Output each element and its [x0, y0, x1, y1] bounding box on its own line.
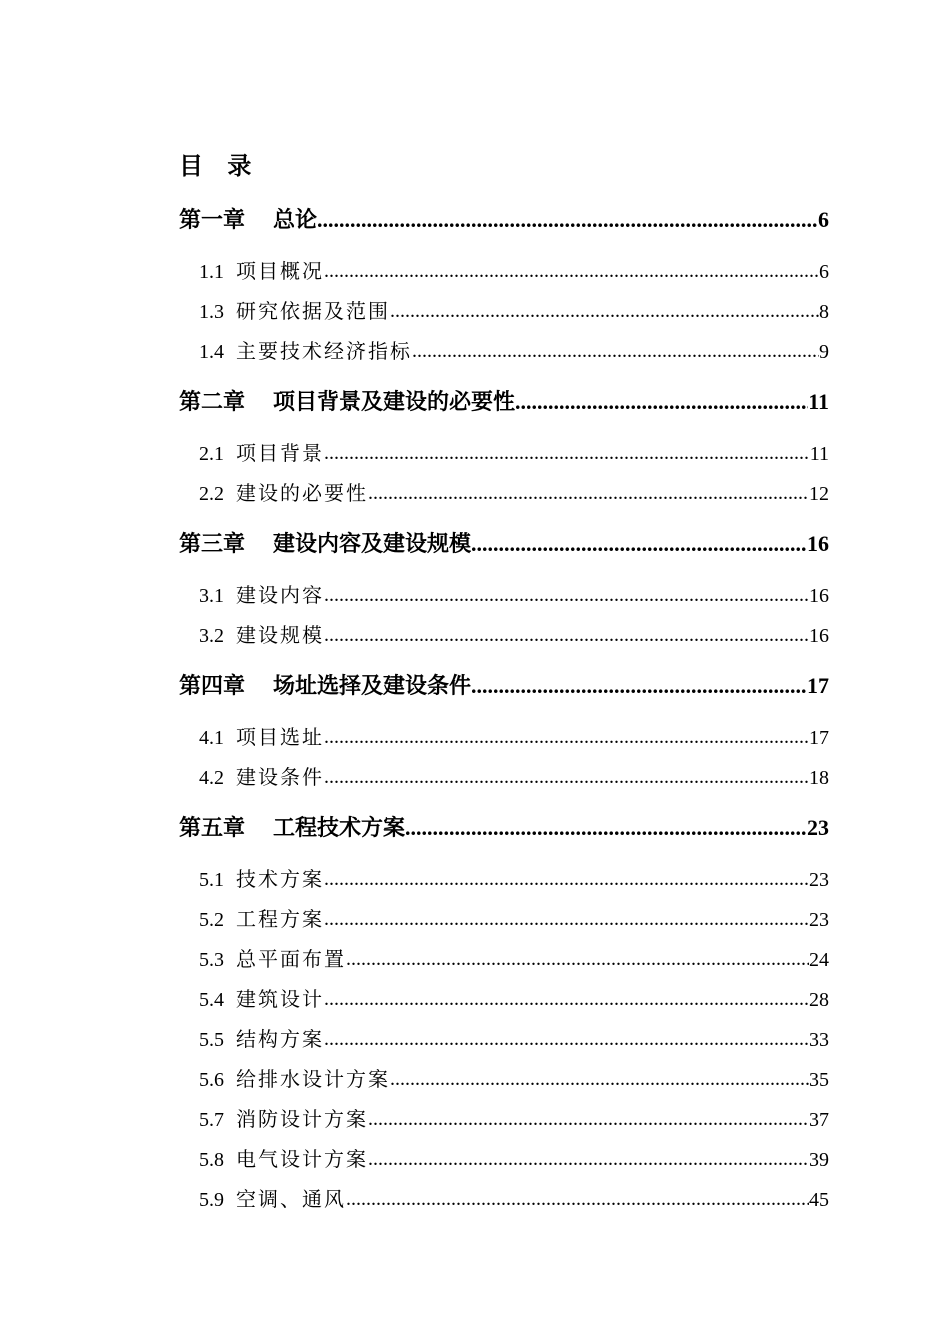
toc-entry-page: 18 — [809, 767, 829, 789]
toc-leader-dots — [346, 1184, 809, 1214]
toc-entry-section[interactable] — [199, 904, 829, 935]
toc-entry-label: 场址选择及建设条件 — [273, 674, 472, 699]
toc-entry-number: 第二章 — [179, 390, 246, 415]
toc-leader-dots — [324, 620, 809, 650]
toc-entry-section[interactable] — [199, 1144, 829, 1175]
toc-entry-section[interactable] — [199, 1104, 829, 1135]
toc-entry-label: 主要技术经济指标 — [236, 339, 412, 363]
toc-leader-dots — [346, 944, 809, 974]
toc-entry-label: 项目选址 — [236, 725, 324, 749]
toc-entry-page: 9 — [819, 341, 829, 363]
toc-entry-number: 5.4 — [199, 989, 224, 1011]
toc-entry-number: 5.3 — [199, 949, 224, 971]
toc-entry-section[interactable] — [199, 438, 829, 469]
toc-leader-dots — [368, 1104, 809, 1134]
toc-entry-label: 技术方案 — [236, 867, 324, 891]
toc-entry-label: 项目背景及建设的必要性 — [273, 390, 516, 415]
toc-leader-dots — [412, 336, 819, 366]
toc-entry-label: 建筑设计 — [236, 987, 324, 1011]
toc-entry-section[interactable] — [199, 256, 829, 287]
toc-leader-dots — [324, 1024, 809, 1054]
toc-leader-dots — [405, 812, 807, 844]
toc-entry-page: 33 — [809, 1029, 829, 1051]
toc-leader-dots — [471, 670, 807, 702]
toc-leader-dots — [390, 1064, 809, 1094]
toc-entry-page: 17 — [807, 673, 829, 698]
toc-entry-number: 第四章 — [179, 674, 246, 699]
toc-entry-number: 5.5 — [199, 1029, 224, 1051]
toc-entry-number: 5.8 — [199, 1149, 224, 1171]
toc-entry-number: 5.1 — [199, 869, 224, 891]
toc-entry-label: 总论 — [273, 208, 318, 233]
toc-entry-label: 项目背景 — [236, 441, 324, 465]
toc-leader-dots — [324, 762, 809, 792]
toc-leader-dots — [324, 904, 809, 934]
toc-entry-label: 建设内容 — [236, 583, 324, 607]
toc-entry-page: 35 — [809, 1069, 829, 1091]
toc-title: 目 录 — [179, 152, 260, 180]
toc-entry-label: 电气设计方案 — [236, 1147, 368, 1171]
toc-leader-dots — [324, 580, 809, 610]
toc-entry-page: 17 — [809, 727, 829, 749]
toc-entry-page: 23 — [809, 869, 829, 891]
toc-entry-page: 6 — [819, 261, 829, 283]
toc-entry-chapter[interactable] — [179, 670, 829, 703]
toc-entry-page: 11 — [809, 443, 829, 465]
toc-entry-number: 5.9 — [199, 1189, 224, 1211]
toc-entry-page: 24 — [809, 949, 829, 971]
toc-leader-dots — [471, 528, 807, 560]
toc-entry-label: 消防设计方案 — [236, 1107, 368, 1131]
toc-entry-page: 16 — [809, 625, 829, 647]
toc-entry-section[interactable] — [199, 762, 829, 793]
toc-entry-number: 5.2 — [199, 909, 224, 931]
toc-leader-dots — [368, 478, 809, 508]
toc-entry-page: 39 — [809, 1149, 829, 1171]
toc-entry-number: 3.1 — [199, 585, 224, 607]
toc-entry-number: 4.1 — [199, 727, 224, 749]
toc-entry-section[interactable] — [199, 580, 829, 611]
toc-entry-page: 23 — [809, 909, 829, 931]
toc-entry-section[interactable] — [199, 722, 829, 753]
toc-entry-number: 1.1 — [199, 261, 224, 283]
toc-entry-number: 5.6 — [199, 1069, 224, 1091]
toc-entry-number: 5.7 — [199, 1109, 224, 1131]
toc-entry-label: 空调、通风 — [236, 1187, 346, 1211]
toc-entry-section[interactable] — [199, 984, 829, 1015]
toc-entry-label: 总平面布置 — [236, 947, 346, 971]
toc-entry-section[interactable] — [199, 1184, 829, 1215]
toc-entry-number: 第一章 — [179, 208, 246, 233]
toc-entry-label: 结构方案 — [236, 1027, 324, 1051]
toc-entry-number: 4.2 — [199, 767, 224, 789]
toc-entry-section[interactable] — [199, 1064, 829, 1095]
toc-entry-page: 37 — [809, 1109, 829, 1131]
toc-entry-label: 项目概况 — [236, 259, 324, 283]
toc-entry-section[interactable] — [199, 336, 829, 367]
toc-entry-label: 建设规模 — [236, 623, 324, 647]
toc-entry-chapter[interactable] — [179, 204, 829, 237]
toc-entry-chapter[interactable] — [179, 386, 829, 419]
toc-entry-number: 2.1 — [199, 443, 224, 465]
toc-leader-dots — [390, 296, 819, 326]
toc-entry-section[interactable] — [199, 1024, 829, 1055]
toc-entry-chapter[interactable] — [179, 812, 829, 845]
toc-leader-dots — [368, 1144, 809, 1174]
toc-entry-label: 工程技术方案 — [273, 816, 406, 841]
toc-entry-page: 12 — [809, 483, 829, 505]
toc-leader-dots — [324, 722, 809, 752]
toc-entry-page: 11 — [808, 389, 829, 414]
toc-entry-label: 建设内容及建设规模 — [273, 532, 472, 557]
toc-entry-page: 45 — [809, 1189, 829, 1211]
toc-entry-page: 6 — [818, 207, 829, 232]
toc-leader-dots — [317, 204, 818, 236]
toc-entry-page: 16 — [809, 585, 829, 607]
toc-entry-section[interactable] — [199, 944, 829, 975]
toc-leader-dots — [324, 864, 809, 894]
toc-entry-number: 3.2 — [199, 625, 224, 647]
toc-entry-number: 1.3 — [199, 301, 224, 323]
toc-entry-number: 第三章 — [179, 532, 246, 557]
toc-entry-label: 建设的必要性 — [236, 481, 368, 505]
toc-leader-dots — [324, 984, 809, 1014]
toc-entry-label: 研究依据及范围 — [236, 299, 390, 323]
toc-entry-section[interactable] — [199, 478, 829, 509]
toc-entry-page: 8 — [819, 301, 829, 323]
toc-entry-section[interactable] — [199, 620, 829, 651]
toc-entry-number: 第五章 — [179, 816, 246, 841]
toc-leader-dots — [515, 386, 808, 418]
toc-leader-dots — [324, 256, 819, 286]
toc-entry-page: 16 — [807, 531, 829, 556]
toc-leader-dots — [324, 438, 810, 468]
toc-entry-label: 给排水设计方案 — [236, 1067, 390, 1091]
toc-entry-page: 28 — [809, 989, 829, 1011]
toc-entry-number: 1.4 — [199, 341, 224, 363]
toc-entry-page: 23 — [807, 815, 829, 840]
toc-entry-label: 工程方案 — [236, 907, 324, 931]
toc-entry-chapter[interactable] — [179, 528, 829, 561]
toc-entry-section[interactable] — [199, 864, 829, 895]
toc-entry-number: 2.2 — [199, 483, 224, 505]
toc-entry-label: 建设条件 — [236, 765, 324, 789]
toc-entry-section[interactable] — [199, 296, 829, 327]
